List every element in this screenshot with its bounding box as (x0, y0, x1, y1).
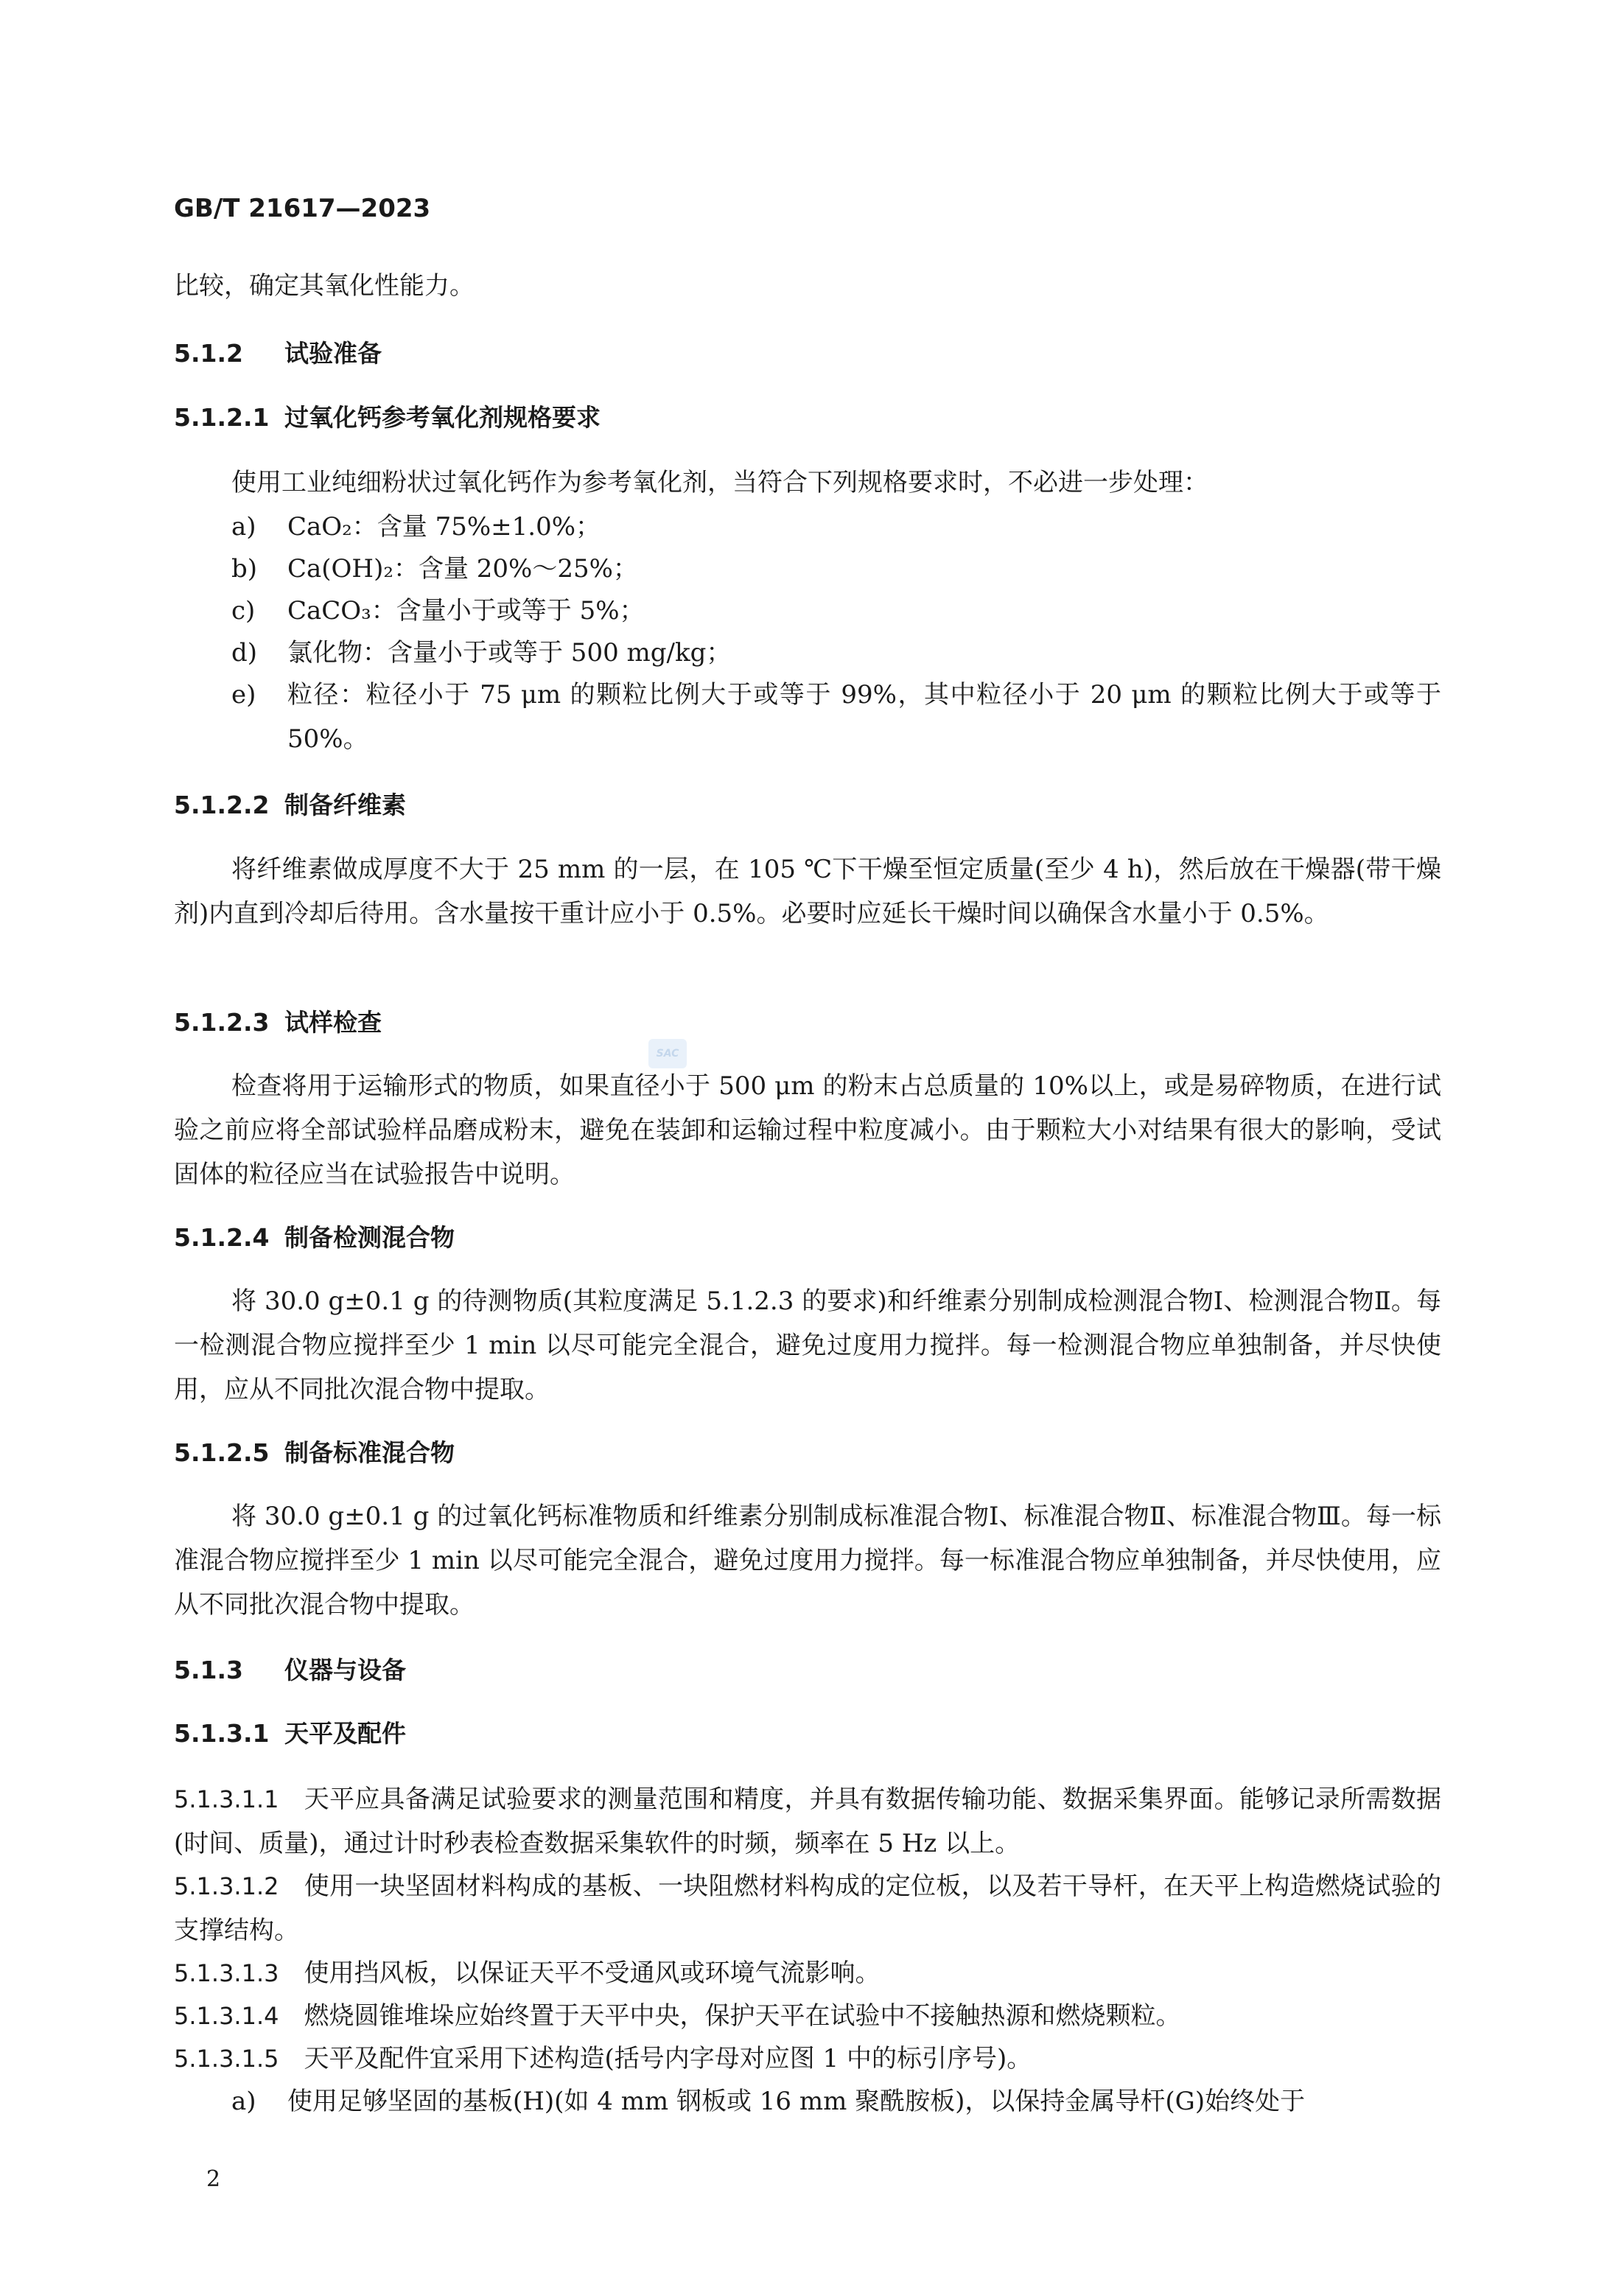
paragraph: 检查将用于运输形式的物质，如果直径小于 500 μm 的粉末占总质量的 10%以上，或是易碎物质，在进行试验之前应将全部试验样品磨成粉末，避免在装卸和运输过程中粒度减小。由于颗粒大小对结果有很大的影响，受试固体的粒径应当在试验报告中说明。 (174, 1071, 1441, 1189)
clause-5-1-3-1-4 (174, 1994, 1441, 2038)
heading-5-1-2 (174, 335, 382, 372)
standard-code: GB/T 21617—2023 (174, 194, 431, 223)
clause-text: 天平应具备满足试验要求的测量范围和精度，并具有数据传输功能、数据采集界面。能够记录所需数据(时间、质量)，通过计时秒表检查数据采集软件的时频，频率在 5 Hz 以上。 (174, 1785, 1441, 1858)
list-text: 使用足够坚固的基板(H)(如 4 mm 钢板或 16 mm 聚酰胺板)，以保持金属导杆(G)始终处于 (287, 2087, 1306, 2116)
clause-text: 天平及配件宜采用下述构造(括号内字母对应图 1 中的标引序号)。 (304, 2044, 1032, 2073)
heading-number: 5.1.2.1 (174, 403, 270, 432)
clause-5-1-3-1-1 (174, 1777, 1441, 1866)
list-marker: b) (231, 554, 258, 584)
clause-text: 使用一块坚固材料构成的基板、一块阻燃材料构成的定位板，以及若干导杆，在天平上构造燃烧试验的支撑结构。 (174, 1872, 1441, 1945)
list-item (231, 631, 1441, 675)
heading-5-1-2-2 (174, 787, 406, 824)
paragraph: 将纤维素做成厚度不大于 25 mm 的一层，在 105 ℃下干燥至恒定质量(至少 4 h)，然后放在干燥器(带干燥剂)内直到冷却后待用。含水量按干重计应小于 0.5%。必要时应延长干燥时间以确保含水量小于 0.5%。 (174, 855, 1441, 928)
heading-number: 5.1.2.2 (174, 791, 270, 819)
heading-title: 制备检测混合物 (284, 1223, 455, 1252)
heading-title: 天平及配件 (284, 1719, 406, 1748)
heading-title: 制备纤维素 (284, 791, 406, 819)
heading-5-1-2-4 (174, 1219, 455, 1256)
clause-5-1-3-1-5 (174, 2037, 1441, 2081)
heading-number: 5.1.3 (174, 1656, 243, 1684)
clause-number: 5.1.3.1.3 (174, 1959, 279, 1987)
list-text: CaO₂：含量 75%±1.0%； (287, 512, 601, 542)
heading-number: 5.1.2.5 (174, 1438, 270, 1467)
paragraph: 将 30.0 g±0.1 g 的过氧化钙标准物质和纤维素分别制成标准混合物Ⅰ、标准混合物Ⅱ、标准混合物Ⅲ。每一标准混合物应搅拌至少 1 min 以尽可能完全混合，避免过度用力搅拌。每一标准混合物应单独制备，并尽快使用，应从不同批次混合物中提取。 (174, 1502, 1441, 1620)
page-number: 2 (206, 2166, 221, 2192)
clause-5-1-3-1-2 (174, 1864, 1441, 1953)
heading-title: 仪器与设备 (284, 1656, 406, 1684)
clause-number: 5.1.3.1.5 (174, 2045, 279, 2073)
list-item (231, 547, 1441, 591)
heading-5-1-3 (174, 1652, 406, 1689)
list-text: CaCO₃：含量小于或等于 5%； (287, 596, 645, 626)
clause-5-1-3-1-3 (174, 1951, 1441, 1995)
heading-number: 5.1.2.4 (174, 1223, 270, 1252)
list-marker: d) (231, 638, 258, 668)
list-text: 粒径：粒径小于 75 μm 的颗粒比例大于或等于 99%，其中粒径小于 20 μm 的颗粒比例大于或等于 50%。 (287, 680, 1441, 754)
heading-5-1-2-3 (174, 1004, 382, 1041)
heading-title: 试样检查 (284, 1008, 382, 1037)
continuation-text: 比较，确定其氧化性能力。 (174, 271, 475, 301)
list-marker: a) (231, 512, 256, 542)
heading-title: 试验准备 (284, 339, 382, 368)
clause-number: 5.1.3.1.4 (174, 2002, 279, 2030)
clause-number: 5.1.3.1.2 (174, 1872, 279, 1900)
list-item (231, 505, 1441, 549)
sac-watermark-logo: SAC (648, 1039, 687, 1068)
heading-title: 过氧化钙参考氧化剂规格要求 (284, 403, 601, 432)
list-item (231, 589, 1441, 633)
list-marker: e) (231, 680, 256, 710)
list-text: 氯化物：含量小于或等于 500 mg/kg； (287, 638, 732, 668)
heading-number: 5.1.2.3 (174, 1008, 270, 1037)
clause-text: 使用挡风板，以保证天平不受通风或环境气流影响。 (304, 1958, 881, 1988)
spec-intro: 使用工业纯细粉状过氧化钙作为参考氧化剂，当符合下列规格要求时，不必进一步处理： (231, 468, 1208, 497)
heading-5-1-2-5 (174, 1435, 455, 1471)
heading-5-1-2-1 (174, 399, 601, 436)
clause-text: 燃烧圆锥堆垛应始终置于天平中央，保护天平在试验中不接触热源和燃烧颗粒。 (304, 2001, 1181, 2031)
heading-5-1-3-1 (174, 1715, 406, 1752)
heading-number: 5.1.3.1 (174, 1719, 270, 1748)
clause-number: 5.1.3.1.1 (174, 1785, 279, 1813)
list-text: Ca(OH)₂：含量 20%～25%； (287, 554, 638, 584)
heading-number: 5.1.2 (174, 339, 243, 368)
list-item (231, 673, 1441, 761)
paragraph: 将 30.0 g±0.1 g 的待测物质(其粒度满足 5.1.2.3 的要求)和纤维素分别制成检测混合物Ⅰ、检测混合物Ⅱ。每一检测混合物应搅拌至少 1 min 以尽可能完全混合，避免过度用力搅拌。每一检测混合物应单独制备，并尽快使用，应从不同批次混合物中提取。 (174, 1286, 1441, 1404)
heading-title: 制备标准混合物 (284, 1438, 455, 1467)
list-item (231, 2079, 1441, 2124)
list-marker: c) (231, 596, 256, 626)
list-marker: a) (231, 2087, 256, 2116)
